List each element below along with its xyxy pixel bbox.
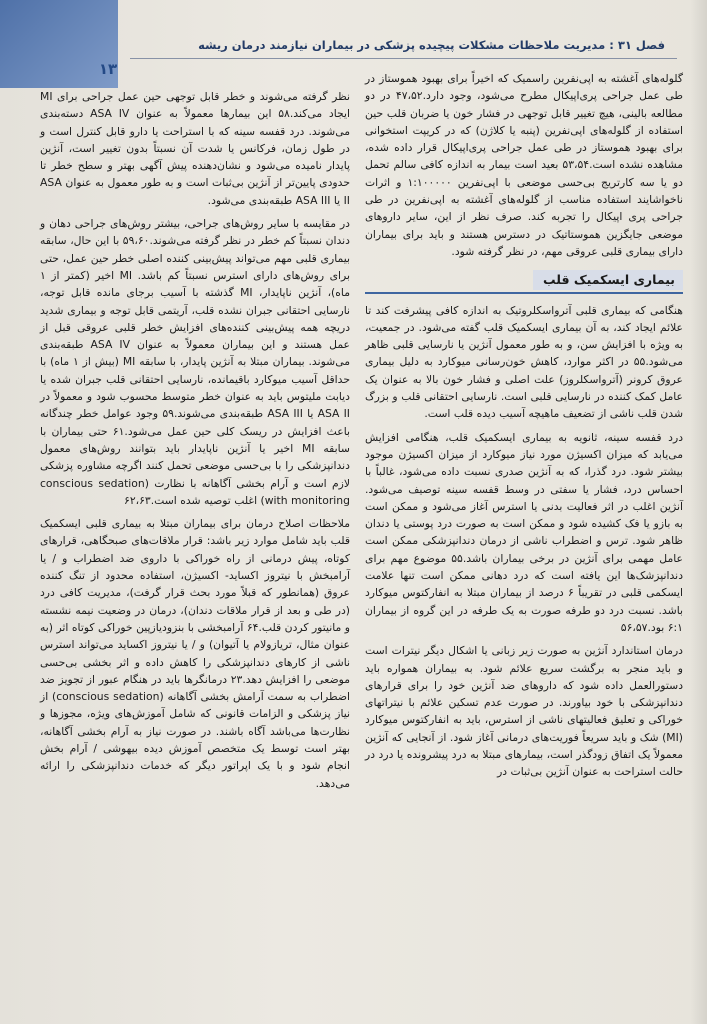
paragraph: نظر گرفته می‌شوند و خطر قابل توجهی حین عمل جراحی برای MI ایجاد می‌کند.۵۸ این بیمارها معمولاً به عنوان ASA IV دسته‌بندی می‌شوند. درد قفسه سینه که با استراحت یا دارو قابل کنترل است و در طول زمان، فرکانس یا شدت آن نسبتاً بدون تغییر است، آنژین پایدار نامیده می‌شود و نشان‌دهنده پیش آگهی بهتر و سطح خطر تا حدودی پایین‌تر از آنژین بی‌ثبات است و به طور معمول به عنوان ASA II یا ASA III طبقه‌بندی می‌شود. (40, 90, 351, 207)
paragraph: در مقایسه با سایر روش‌های جراحی، بیشتر روش‌های جراحی دهان و دندان نسبتاً کم خطر در نظر گرفته می‌شوند.۵۹،۶۰ با این حال، سابقه بیماری قلبی مهم می‌تواند پیش‌بینی کننده اصلی خطر حین عمل، حتی برای روش‌های دارای استرس نسبتاً کم باشد. MI اخیر (کمتر از ۱ ماه)، آنژین ناپایدار، MI گذشته با آسیب برجای مانده قابل توجه، نارسایی احتقانی جبران نشده قلب، آریتمی قابل توجه و بیماری شدید دریچه همه پیش‌بینی کننده‌های افزایش خطر قلبی عروقی قبل از عمل هستند و این بیماران معمولاً به عنوان ASA IV طبقه‌بندی می‌شوند. بیماران مبتلا به آنژین پایدار، با سابقه MI (بیش از ۱ ماه) با حداقل آسیب میوکارد باقیمانده، نارسایی احتقانی قلب جبران شده یا دیابت ملیتوس باید به عنوان خطر متوسط محسوب شود و معمولاً در ASA II یا ASA III طبقه‌بندی می‌شوند.۵۹ وجود عوامل خطر چندگانه باعث افزایش در ریسک کلی حین عمل می‌شود.۶۱ حتی بیماران با سابقه MI اخیر یا آنژین ناپایدار باید بتوانند روش‌های معمول دندانپزشکی را با بی‌حسی موضعی تحمل کنند اگرچه مشاوره پزشکی لازم است و آرام بخشی آگاهانه با نظارت (conscious sedation with monitoring) اغلب توصیه شده است.۶۲،۶۳ (40, 217, 351, 507)
left-column (40, 88, 350, 1008)
section-title: بیماری ایسکمیک قلب (533, 270, 683, 289)
paragraph: هنگامی که بیماری قلبی آترواسکلروتیک به اندازه کافی پیشرفت کند تا علائم ایجاد کند، به آن بیماری ایسکمیک قلب گفته می‌شود. در جمعیت، به ویژه با افزایش سن، و به طور معمول آنژین یا نارسایی قلبی ظاهر می‌شود.۵۵ در اکثر موارد، کاهش خون‌رسانی میوکارد به دلیل بیماری عروق کرونر (آترواسکلروز) علت اصلی و فشار خون بالا به عنوان یک عامل کمک کننده در نارسایی قلبی است. نارسایی احتقانی قلب و بزرگ شدن قلب ناشی از تضعیف ماهیچه آسیب دیده قلب است. (365, 303, 683, 421)
paragraph: گلوله‌های آغشته به اپی‌نفرین راسمیک که اخیراً برای بهبود هموستاز در طی عمل جراحی پری‌اپیکال مطرح می‌شود، وجود دارد.۴۷،۵۲ در دو مطالعه بالینی، هیچ تغییر قابل توجهی در فشار خون یا ضربان قلب حین استفاده از گلوله‌های اپی‌نفرین (پنبه یا کلاژن) که در کریپت استخوانی برای بهبود هموستاز در طی عمل جراحی پری‌اپیکال قرار داده شده، مشاهده نشده است.۵۳،۵۴ بعید است بیمار به اندازه کافی سالم تحمل دو یا سه کارتریج بی‌حسی موضعی با اپی‌نفرین ۱:۱۰۰۰۰۰ و اثرات ناخواشایند استفاده مناسب از گلوله‌های آغشته به اپی‌نفرین در طی جراحی پری اپیکال را تجربه کند. صرف نظر از این، سایر داروهای موضعی جایگزین هموستاتیک در دسترس هستند و باید برای بیماران دارای بیماری قلبی عروقی مهم، در نظر گرفته شود. (365, 72, 683, 258)
page-edge-shadow (690, 0, 707, 1024)
right-column (365, 70, 683, 1010)
page-number: ۱۳ (98, 60, 118, 78)
paragraph: ملاحظات اصلاح درمان برای بیماران مبتلا به بیماری قلبی ایسکمیک قلب باید شامل موارد زیر باشد: قرار ملاقات‌های صبحگاهی، قرارهای کوتاه، پیش درمانی از راه خوراکی با داروی ضد اضطراب و / یا آرامبخش با نیتروز اکساید- اکسیژن، استفاده محدود از تنگ کننده عروق (همانطور که قبلاً مورد بحث قرار گرفت)، مدیریت کافی درد (در طی و بعد از قرار ملاقات دندان)، درمان در وضعیت نیمه نشسته و مانیتور کردن قلب.۶۴ آرامبخشی با بنزودیازپین خوراکی کوتاه اثر (به عنوان مثال، تریازولام یا آتیوان) و / یا نیتروز اکساید می‌تواند استرس ناشی از کارهای دندانپزشکی را کاهش داده و اثر بخشی بی‌حسی موضعی را افزایش دهد.۲۳ درمانگرها باید در هنگام عبور از تجویز ضد اضطراب به سمت آرامش بخشی آگاهانه (conscious sedation) از نیاز پزشکی و الزامات قانونی که شامل آموزش‌های ویژه، مجوزها و نظارت‌ها می‌باشد آگاه باشند. در صورت نیاز به آرام بخشی آگاهانه، بهتر است توسط یک متخصص آموزش دیده بیهوشی / آرام بخش انجام شود و با یک اپراتور دیگر که خدمات دندانپزشکی را ارائه می‌دهد. (40, 517, 351, 790)
paragraph: درد قفسه سینه، ثانویه به بیماری ایسکمیک قلب، هنگامی افزایش می‌یابد که میزان اکسیژن مورد نیاز میوکارد از میزان اکسیژن موجود بیشتر شود. درد گذرا، که به آنژین صدری نسبت داده می‌شود، غالباً با احساس درد، فشار یا سفتی در وسط قفسه سینه توصیف می‌شود. آنژین اغلب در اثر فعالیت بدنی یا استرس آغاز می‌شود و ممکن است به بازو یا فک کشیده شود و ممکن است به صورت درد پوستی یا دندان ظاهر شود. ترس و اضطراب ناشی از درمان دندانپزشکی ممکن است عامل مهمی برای آنژین در برخی بیماران باشد.۵۵ موضوع مهم برای دندانپزشک‌ها این یافته است که درد دهانی ممکن است تنها علامت ایسکمی قلبی در تقریباً ۶ درصد از بیماران مبتلا به انفارکتوس میوکارد باشد. نسبت درد دو طرفه صورت به یک طرفه در این گروه از بیماران ۶:۱ بود.۵۶،۵۷ (365, 430, 684, 634)
chapter-running-header: فصل ۳۱ : مدیریت ملاحظات مشکلات پیچیده پزشکی در بیماران نیازمند درمان ریشه (198, 38, 665, 52)
section-heading (365, 270, 683, 293)
header-divider (130, 58, 677, 59)
paragraph: درمان استاندارد آنژین به صورت زیر زبانی یا اشکال دیگر نیترات است و باید منجر به برگشت سریع علائم شود. به بیماران همواره باید دستورالعمل داده شود که داروهای ضد آنژین خود را برای قرارهای دندانپزشکی با خود بیاورند. در صورت عدم تسکین علائم با نیتراتهای خوراکی و تعلیق فعالیتهای ناشی از استرس، باید به انفارکتوس میوکارد (MI) شک و باید سریعاً فوریت‌های درمانی آغاز شود. از آنجایی که آنژین معمولاً یک اتفاق زودگذر است، بیمارهای مبتلا به درد پیشرونده یا درد در حالت استراحت به عنوان آنژین بی‌ثبات در (365, 644, 683, 779)
